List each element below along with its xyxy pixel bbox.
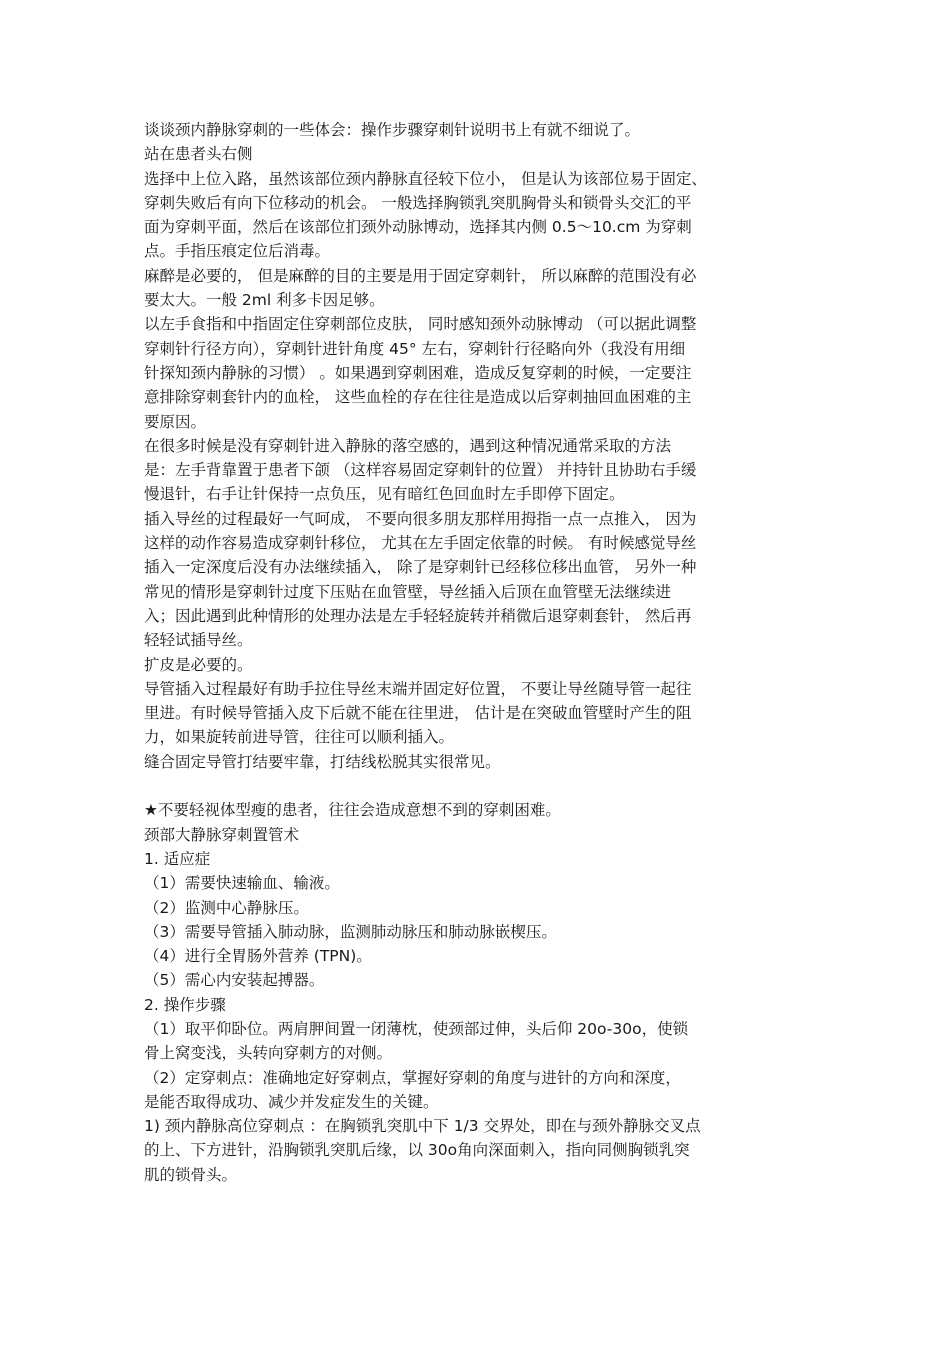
paragraph <box>144 1066 812 1115</box>
paragraph <box>144 920 812 944</box>
text-line: （4）进行全胃肠外营养 (TPN)。 <box>144 947 372 966</box>
paragraph <box>144 142 812 166</box>
text-line: 针探知颈内静脉的习惯） 。如果遇到穿刺困难，造成反复穿刺的时候，一定要注 <box>144 363 692 382</box>
text-line: 插入导丝的过程最好一气呵成， 不要向很多朋友那样用拇指一点一点推入， 因为 <box>144 509 697 528</box>
paragraph <box>144 118 812 142</box>
text-line: 选择中上位入路，虽然该部位颈内静脉直径较下位小， 但是认为该部位易于固定、 <box>144 169 707 188</box>
paragraph <box>144 312 812 433</box>
paragraph <box>144 653 812 677</box>
paragraph <box>144 264 812 313</box>
paragraph <box>144 847 812 871</box>
text-line: 颈部大静脉穿刺置管术 <box>144 825 300 844</box>
paragraph <box>144 896 812 920</box>
text-line: 要原因。 <box>144 412 207 431</box>
text-line: 穿刺失败后有向下位移动的机会。 一般选择胸锁乳突肌胸骨头和锁骨头交汇的平 <box>144 193 692 212</box>
paragraph <box>144 1017 812 1066</box>
text-line: 2. 操作步骤 <box>144 995 226 1014</box>
text-line: 谈谈颈内静脉穿刺的一些体会：操作步骤穿刺针说明书上有就不细说了。 <box>144 121 641 139</box>
paragraph <box>144 167 812 264</box>
text-line: 面为穿刺平面，然后在该部位扪颈外动脉博动，选择其内侧 0.5～10.cm 为穿刺 <box>144 218 692 237</box>
text-line: 点。手指压痕定位后消毒。 <box>144 242 331 261</box>
paragraph <box>144 944 812 968</box>
text-line: 轻轻试插导丝。 <box>144 631 253 650</box>
blank-line <box>144 774 812 798</box>
text-line: （1）取平仰卧位。两肩胛间置一闭薄枕，使颈部过伸，头后仰 20o-30o，使锁 <box>144 1019 689 1038</box>
text-line: 麻醉是必要的， 但是麻醉的目的主要是用于固定穿刺针， 所以麻醉的范围没有必 <box>144 266 697 285</box>
text-line: 以左手食指和中指固定住穿刺部位皮肤， 同时感知颈外动脉博动 （可以据此调整 <box>144 315 697 334</box>
text-line: （2）定穿刺点：准确地定好穿刺点，掌握好穿刺的角度与进针的方向和深度， <box>144 1068 681 1087</box>
text-line: 扩皮是必要的。 <box>144 655 253 674</box>
paragraph <box>144 993 812 1017</box>
text-line: 的上、下方进针，沿胸锁乳突肌后缘，以 30o角向深面刺入，指向同侧胸锁乳突 <box>144 1141 690 1160</box>
text-line: 缝合固定导管打结要牢靠，打结线松脱其实很常见。 <box>144 752 501 771</box>
document-body <box>144 118 812 1187</box>
text-line: 导管插入过程最好有助手拉住导丝末端并固定好位置， 不要让导丝随导管一起往 <box>144 679 692 698</box>
text-line: 1. 适应症 <box>144 849 211 868</box>
paragraph <box>144 968 812 992</box>
text-line: 慢退针，右手让针保持一点负压，见有暗红色回血时左手即停下固定。 <box>144 485 625 504</box>
text-line: ★不要轻视体型瘦的患者，往往会造成意想不到的穿刺困难。 <box>144 801 561 820</box>
text-line: 1) 颈内静脉高位穿刺点 ：在胸锁乳突肌中下 1/3 交界处，即在与颈外静脉交叉点 <box>144 1117 701 1136</box>
text-line: 站在患者头右侧 <box>144 145 253 164</box>
text-line: （1）需要快速输血、输液。 <box>144 874 340 893</box>
paragraph <box>144 507 812 653</box>
paragraph <box>144 823 812 847</box>
text-line: （3）需要导管插入肺动脉，监测肺动脉压和肺动脉嵌楔压。 <box>144 922 557 941</box>
text-line: 在很多时候是没有穿刺针进入静脉的落空感的，遇到这种情况通常采取的方法 <box>144 436 672 455</box>
paragraph <box>144 1114 812 1187</box>
paragraph <box>144 798 812 822</box>
paragraph <box>144 677 812 750</box>
text-line: 要太大。一般 2ml 利多卡因足够。 <box>144 291 385 310</box>
paragraph <box>144 774 812 798</box>
text-line: 入；因此遇到此种情形的处理办法是左手轻轻旋转并稍微后退穿刺套针， 然后再 <box>144 606 692 625</box>
text-line: 肌的锁骨头。 <box>144 1165 238 1184</box>
text-line: 穿刺针行径方向），穿刺针进针角度 45° 左右，穿刺针行径略向外（我没有用细 <box>144 339 686 358</box>
text-line: 这样的动作容易造成穿刺针移位， 尤其在左手固定依靠的时候。 有时候感觉导丝 <box>144 534 697 553</box>
paragraph <box>144 434 812 507</box>
text-line: （5）需心内安装起搏器。 <box>144 971 325 990</box>
text-line: 骨上窝变浅，头转向穿刺方的对侧。 <box>144 1044 393 1063</box>
text-line: 插入一定深度后没有办法继续插入， 除了是穿刺针已经移位移出血管， 另外一种 <box>144 558 697 577</box>
text-line: 意排除穿刺套针内的血栓， 这些血栓的存在往往是造成以后穿刺抽回血困难的主 <box>144 388 692 407</box>
text-line: 力，如果旋转前进导管，往往可以顺利插入。 <box>144 728 455 747</box>
text-line: 常见的情形是穿刺针过度下压贴在血管壁，导丝插入后顶在血管壁无法继续进 <box>144 582 672 601</box>
text-line: （2）监测中心静脉压。 <box>144 898 309 917</box>
paragraph <box>144 871 812 895</box>
text-line: 里进。有时候导管插入皮下后就不能在往里进， 估计是在突破血管壁时产生的阻 <box>144 704 692 723</box>
text-line: 是能否取得成功、减少并发症发生的关键。 <box>144 1092 439 1111</box>
paragraph <box>144 750 812 774</box>
text-line: 是：左手背靠置于患者下颌 （这样容易固定穿刺针的位置） 并持针且协助右手缓 <box>144 461 697 480</box>
